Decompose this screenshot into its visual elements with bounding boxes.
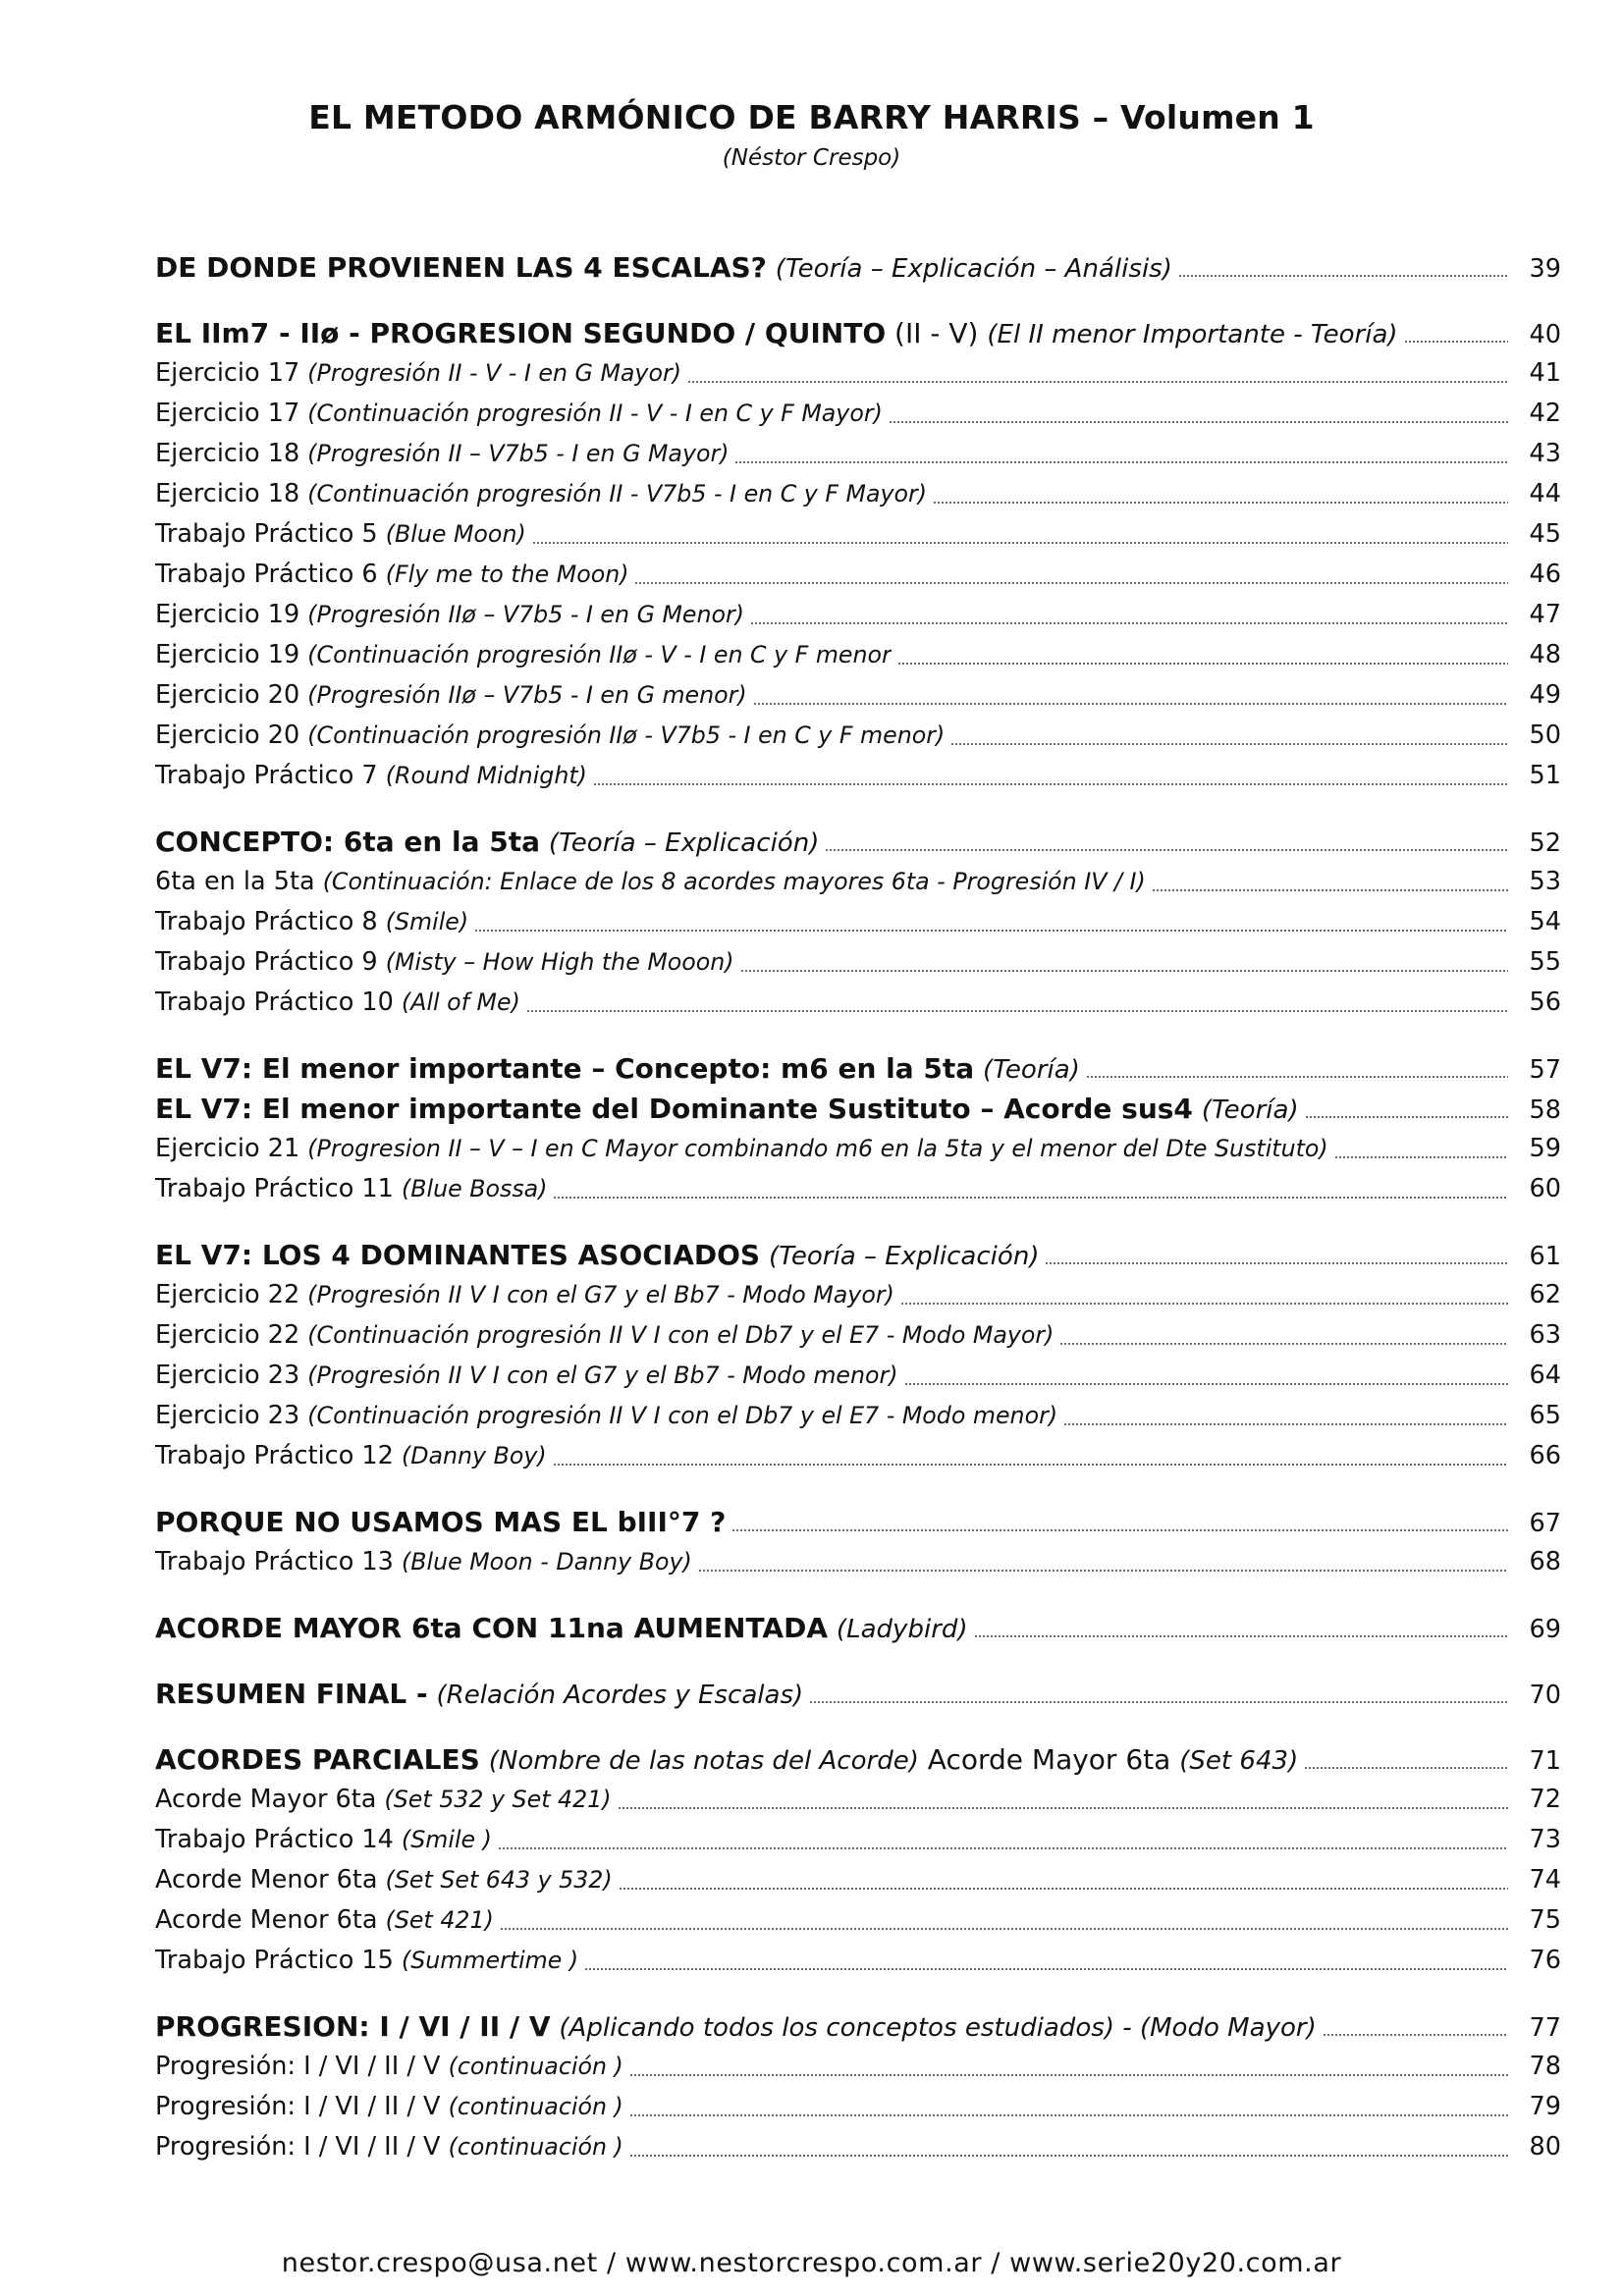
toc-page-number: 57 (1529, 1055, 1561, 1085)
toc-entry-text: Trabajo Práctico 7 (155, 761, 378, 790)
toc-entry-title (155, 822, 819, 864)
toc-entry-text: Ejercicio 18 (155, 439, 300, 468)
dot-leader (1045, 1262, 1508, 1264)
toc-entry-note: (Teoría) (983, 1055, 1080, 1085)
toc-entry (155, 2047, 1561, 2087)
dot-leader (532, 542, 1508, 544)
toc-entry-text: Trabajo Práctico 8 (155, 907, 378, 936)
dot-leader (731, 1529, 1508, 1531)
toc-entry-text: Ejercicio 17 (155, 358, 300, 388)
toc-entry-note: (Teoría – Explicación) (769, 1242, 1040, 1271)
dot-leader (629, 2114, 1508, 2116)
toc-entry-note: (Set Set 643 y 532) (385, 1866, 613, 1894)
toc-entry-text: Progresión: I / VI / II / V (155, 2132, 441, 2162)
toc-page-number: 76 (1529, 1946, 1561, 1975)
dot-leader (553, 1464, 1508, 1466)
document-title: EL METODO ARMÓNICO DE BARRY HARRIS – Volumen 1 (308, 98, 1315, 136)
toc-heading-text: EL V7: El menor importante del Dominante Sustituto – Acorde sus4 (155, 1093, 1193, 1125)
toc-entry (155, 2006, 1561, 2047)
dot-leader (618, 1807, 1508, 1809)
toc-entry-note: (Continuación progresión IIø - V - I en C y F menor (307, 641, 892, 668)
toc-entry-title (155, 434, 729, 474)
toc-entry-text: Trabajo Práctico 11 (155, 1174, 394, 1203)
toc-entry-title (155, 353, 681, 394)
dot-leader (1304, 1767, 1508, 1769)
dot-leader (526, 1010, 1508, 1012)
toc-entry-title (155, 313, 1398, 355)
toc-page-number: 59 (1529, 1134, 1561, 1163)
toc-entry-note: (Blue Moon - Danny Boy) (401, 1548, 692, 1575)
toc-entry-text: Ejercicio 19 (155, 600, 300, 629)
toc-entry (155, 1436, 1561, 1476)
toc-entry-title (155, 1900, 494, 1941)
toc-entry-text: Ejercicio 19 (155, 640, 300, 669)
toc-entry (155, 353, 1561, 394)
toc-page-number: 63 (1529, 1320, 1561, 1350)
dot-leader (1086, 1076, 1508, 1078)
dot-leader (933, 502, 1508, 504)
toc-entry-title (155, 1608, 968, 1650)
dot-leader (750, 622, 1508, 624)
dot-leader (1305, 1116, 1508, 1118)
toc-entry-note: (El II menor Importante - Teoría) (987, 320, 1398, 349)
dot-leader (740, 970, 1508, 972)
toc-entry (155, 1608, 1561, 1648)
toc-entry-title (155, 595, 744, 635)
toc-heading-text: DE DONDE PROVIENEN LAS 4 ESCALAS? (155, 251, 767, 284)
toc-entry-text: (II - V) (886, 317, 979, 349)
toc-entry-title (155, 2127, 623, 2167)
toc-page-number: 70 (1529, 1681, 1561, 1710)
toc-entry-title (155, 983, 520, 1023)
toc-entry-title (155, 1502, 726, 1542)
toc-page-number: 41 (1529, 358, 1561, 388)
toc-entry-text: Ejercicio 17 (155, 399, 300, 428)
toc-entry-title (155, 1542, 692, 1582)
toc-entry-text: Acorde Menor 6ta (155, 1865, 378, 1895)
toc-entry-text: Trabajo Práctico 12 (155, 1441, 394, 1470)
toc-entry-title (155, 2006, 1317, 2049)
toc-page-number: 40 (1529, 320, 1561, 349)
toc-entry (155, 862, 1561, 902)
toc-entry-note: (Teoría) (1201, 1095, 1299, 1125)
toc-entry-note: (Blue Moon) (385, 520, 526, 548)
toc-entry-text: Ejercicio 21 (155, 1134, 300, 1163)
toc-entry (155, 394, 1561, 434)
toc-heading-text: PORQUE NO USAMOS MAS EL bIII°7 ? (155, 1506, 727, 1538)
toc-page-number: 62 (1529, 1280, 1561, 1309)
toc-entry-note: (Set 421) (385, 1906, 494, 1934)
dot-leader (584, 1968, 1508, 1970)
toc-heading-text: EL V7: LOS 4 DOMINANTES ASOCIADOS (155, 1239, 761, 1271)
dot-leader (687, 381, 1508, 383)
toc-entry-text: Acorde Mayor 6ta (155, 1785, 377, 1814)
toc-page-number: 75 (1529, 1905, 1561, 1935)
toc-entry (155, 1396, 1561, 1436)
toc-entry-note: (continuación ) (448, 2093, 623, 2120)
toc-entry-note: (continuación ) (448, 2053, 623, 2080)
dot-leader (698, 1570, 1508, 1572)
toc-entry-note: (Progresión II V I con el G7 y el Bb7 - Modo menor) (307, 1362, 898, 1389)
dot-leader (1178, 275, 1508, 277)
toc-entry-text: Acorde Menor 6ta (155, 1905, 378, 1935)
toc-entry-text: Ejercicio 18 (155, 479, 300, 508)
toc-entry-text: Trabajo Práctico 15 (155, 1946, 394, 1975)
toc-page-number: 73 (1529, 1825, 1561, 1854)
toc-entry-title (155, 1674, 803, 1716)
toc-entry (155, 555, 1561, 595)
toc-entry-text: Ejercicio 23 (155, 1401, 300, 1430)
toc-entry-title (155, 1315, 1054, 1356)
toc-entry (155, 1780, 1561, 1820)
dot-leader (950, 743, 1508, 745)
toc-entry (155, 1315, 1561, 1356)
dot-leader (904, 1383, 1508, 1385)
toc-entry (155, 313, 1561, 353)
toc-entry (155, 1275, 1561, 1315)
toc-page-number: 78 (1529, 2052, 1561, 2081)
dot-leader (1059, 1343, 1508, 1345)
toc-entry-note: (Continuación progresión II - V - I en C y F Mayor) (307, 400, 883, 427)
toc-entry-title (155, 1780, 612, 1820)
toc-entry-text: Ejercicio 22 (155, 1320, 300, 1350)
toc-entry-title (155, 1356, 898, 1396)
toc-entry (155, 1542, 1561, 1582)
toc-entry (155, 1235, 1561, 1275)
toc-entry-title (155, 1275, 894, 1315)
toc-entry-text: Trabajo Práctico 13 (155, 1547, 394, 1576)
toc-entry-note: (Progresión II – V7b5 - I en G Mayor) (307, 440, 730, 467)
toc-entry-note: (Progresión II V I con el G7 y el Bb7 - Modo Mayor) (307, 1281, 894, 1308)
toc-entry-note: (Continuación progresión II - V7b5 - I en C y F Mayor) (307, 480, 928, 507)
dot-leader (809, 1701, 1508, 1703)
toc-entry-title (155, 1860, 613, 1900)
toc-entry-note: (Teoría – Explicación) (548, 828, 820, 858)
dot-leader (629, 2155, 1508, 2157)
toc-entry-title (155, 1941, 578, 1981)
toc-entry-note: (Summertime ) (401, 1947, 579, 1974)
toc-entry-title (155, 1820, 492, 1860)
toc-page-number: 44 (1529, 479, 1561, 508)
toc-entry-text: Ejercicio 23 (155, 1361, 300, 1390)
toc-page-number: 42 (1529, 399, 1561, 428)
toc-entry-note: (Progresión IIø – V7b5 - I en G Menor) (307, 601, 745, 628)
toc-entry-title (155, 247, 1172, 290)
toc-entry-title (155, 1235, 1039, 1277)
toc-entry (155, 2087, 1561, 2127)
dot-leader (1334, 1156, 1508, 1158)
dot-leader (500, 1928, 1508, 1930)
toc-heading-text: ACORDES PARCIALES (155, 1743, 480, 1776)
toc-entry (155, 1739, 1561, 1780)
toc-entry-note: (Progresión II - V - I en G Mayor) (307, 359, 681, 387)
toc-entry (155, 1356, 1561, 1396)
toc-entry-text: 6ta en la 5ta (155, 867, 315, 896)
toc-entry-title (155, 1436, 547, 1476)
toc-entry-title (155, 675, 747, 716)
toc-entry-note: (Smile) (385, 908, 469, 935)
toc-entry-text: Trabajo Práctico 10 (155, 988, 394, 1017)
dot-leader (619, 1888, 1508, 1890)
toc-page-number: 67 (1529, 1509, 1561, 1538)
toc-entry-title (155, 942, 734, 983)
toc-page-number: 48 (1529, 640, 1561, 669)
toc-entry-title (155, 555, 628, 595)
dot-leader (474, 930, 1508, 932)
toc-entry-note: (Continuación progresión II V I con el Db7 y el E7 - Modo menor) (307, 1402, 1058, 1429)
toc-page-number: 53 (1529, 867, 1561, 896)
toc-entry-text: Trabajo Práctico 9 (155, 947, 378, 977)
toc-entry-note: (Ladybird) (836, 1615, 968, 1644)
dot-leader (629, 2074, 1508, 2076)
toc-entry-title (155, 756, 587, 796)
toc-entry (155, 434, 1561, 474)
dot-leader (553, 1197, 1508, 1199)
toc-page-number: 54 (1529, 907, 1561, 936)
toc-entry-title (155, 635, 892, 675)
toc-entry (155, 1048, 1561, 1089)
toc-entry (155, 1502, 1561, 1542)
table-of-contents (155, 247, 1561, 2167)
toc-entry-note: (continuación ) (448, 2133, 623, 2161)
toc-entry-note: (Relación Acordes y Escalas) (436, 1681, 804, 1710)
toc-entry-note: (Misty – How High the Mooon) (385, 948, 734, 976)
dot-leader (593, 783, 1508, 785)
toc-entry-title (155, 394, 883, 434)
toc-entry (155, 822, 1561, 862)
toc-entry-text: Progresión: I / VI / II / V (155, 2092, 441, 2121)
toc-page-number: 65 (1529, 1401, 1561, 1430)
toc-entry-note: (Nombre de las notas del Acorde) (488, 1746, 919, 1776)
toc-page-number: 51 (1529, 761, 1561, 790)
toc-page-number: 66 (1529, 1441, 1561, 1470)
toc-page-number: 71 (1529, 1746, 1561, 1776)
toc-heading-text: RESUMEN FINAL - (155, 1678, 428, 1710)
toc-page-number: 69 (1529, 1615, 1561, 1644)
toc-entry-note: (Fly me to the Moon) (385, 561, 629, 588)
toc-entry-note: (Smile ) (401, 1826, 492, 1853)
toc-entry-note: (Round Midnight) (385, 762, 587, 789)
toc-page-number: 49 (1529, 680, 1561, 710)
toc-heading-text: PROGRESION: I / VI / II / V (155, 2010, 551, 2043)
toc-entry-text: Acorde Mayor 6ta (918, 1743, 1171, 1776)
dot-leader (498, 1847, 1508, 1849)
toc-entry-title (155, 862, 1146, 902)
toc-entry-text: Progresión: I / VI / II / V (155, 2052, 441, 2081)
toc-entry-note: (Set 532 y Set 421) (384, 1786, 612, 1813)
toc-entry-note: (Continuación progresión II V I con el Db7 y el E7 - Modo Mayor) (307, 1321, 1055, 1349)
toc-page-number: 43 (1529, 439, 1561, 468)
dot-leader (825, 849, 1508, 851)
toc-entry-note: (Set 643) (1179, 1746, 1299, 1776)
toc-page-number: 68 (1529, 1547, 1561, 1576)
dot-leader (634, 582, 1508, 584)
toc-entry-title (155, 716, 945, 756)
dot-leader (889, 421, 1508, 423)
toc-entry (155, 1169, 1561, 1209)
toc-entry (155, 514, 1561, 555)
toc-page-number: 77 (1529, 2013, 1561, 2043)
toc-entry-title (155, 1396, 1057, 1436)
toc-entry-note: (Danny Boy) (401, 1442, 547, 1469)
dot-leader (1323, 2034, 1508, 2036)
dot-leader (753, 703, 1508, 705)
toc-entry-title (155, 2087, 623, 2127)
toc-entry (155, 635, 1561, 675)
toc-entry-note: (Blue Bossa) (401, 1175, 548, 1202)
toc-page-number: 50 (1529, 721, 1561, 750)
toc-entry (155, 2127, 1561, 2167)
toc-page-number: 64 (1529, 1361, 1561, 1390)
toc-entry (155, 1674, 1561, 1714)
toc-entry-title (155, 2047, 623, 2087)
toc-entry-note: (Continuación: Enlace de los 8 acordes mayores 6ta - Progresión IV / I) (322, 868, 1146, 895)
toc-entry (155, 474, 1561, 514)
toc-entry (155, 595, 1561, 635)
toc-entry (155, 756, 1561, 796)
toc-page-number: 39 (1529, 254, 1561, 284)
toc-page-number: 52 (1529, 828, 1561, 858)
dot-leader (734, 461, 1508, 463)
toc-entry-title (155, 474, 927, 514)
toc-entry-text: Trabajo Práctico 6 (155, 560, 378, 589)
toc-page-number: 61 (1529, 1242, 1561, 1271)
dot-leader (900, 1303, 1508, 1305)
toc-page-number: 45 (1529, 519, 1561, 549)
toc-page-number: 72 (1529, 1785, 1561, 1814)
toc-entry-text: Ejercicio 22 (155, 1280, 300, 1309)
toc-page-number: 46 (1529, 560, 1561, 589)
toc-entry (155, 983, 1561, 1023)
dot-leader (1152, 889, 1508, 891)
toc-entry-text: Ejercicio 20 (155, 721, 300, 750)
toc-entry (155, 1820, 1561, 1860)
toc-entry (155, 675, 1561, 716)
toc-entry-title (155, 1739, 1298, 1782)
dot-leader (1404, 341, 1508, 343)
toc-page-number: 56 (1529, 988, 1561, 1017)
toc-entry-text: Ejercicio 20 (155, 680, 300, 710)
toc-entry (155, 1129, 1561, 1169)
toc-entry-title (155, 514, 526, 555)
toc-entry-note: (Continuación progresión IIø - V7b5 - I en C y F menor) (307, 721, 946, 749)
toc-entry-title (155, 1129, 1328, 1169)
toc-entry-title (155, 1048, 1080, 1091)
toc-entry (155, 1860, 1561, 1900)
toc-page-number: 47 (1529, 600, 1561, 629)
toc-entry-note: (All of Me) (401, 988, 520, 1016)
toc-entry-title (155, 902, 468, 942)
toc-heading-text: EL V7: El menor importante – Concepto: m6 en la 5ta (155, 1052, 975, 1085)
toc-entry (155, 716, 1561, 756)
footer-contact: nestor.crespo@usa.net / www.nestorcrespo.com.ar / www.serie20y20.com.ar (281, 2248, 1342, 2278)
toc-entry-text: Trabajo Práctico 14 (155, 1825, 394, 1854)
toc-heading-text: CONCEPTO: 6ta en la 5ta (155, 826, 541, 858)
toc-entry-title (155, 1089, 1299, 1131)
toc-page-number: 80 (1529, 2132, 1561, 2162)
toc-page-number: 60 (1529, 1174, 1561, 1203)
dot-leader (974, 1635, 1508, 1637)
toc-entry-note: (Progresion II – V – I en C Mayor combinando m6 en la 5ta y el menor del Dte Sustituto) (307, 1135, 1328, 1162)
dot-leader (1063, 1423, 1508, 1425)
toc-entry (155, 1089, 1561, 1129)
author-line: (Néstor Crespo) (722, 145, 901, 171)
toc-entry-note: (Teoría – Explicación – Análisis) (775, 254, 1172, 284)
toc-entry (155, 1900, 1561, 1941)
toc-page-number: 79 (1529, 2092, 1561, 2121)
toc-entry (155, 902, 1561, 942)
toc-entry-note: (Progresión IIø – V7b5 - I en G menor) (307, 681, 747, 709)
toc-page-number: 58 (1529, 1095, 1561, 1125)
toc-entry-text: Trabajo Práctico 5 (155, 519, 378, 549)
toc-entry-title (155, 1169, 547, 1209)
toc-heading-text: EL IIm7 - IIø - PROGRESION SEGUNDO / QUINTO (155, 317, 887, 349)
toc-heading-text: ACORDE MAYOR 6ta CON 11na AUMENTADA (155, 1612, 829, 1644)
toc-page-number: 74 (1529, 1865, 1561, 1895)
dot-leader (897, 663, 1508, 665)
toc-entry-note: (Aplicando todos los conceptos estudiados) - (Modo Mayor) (559, 2013, 1317, 2043)
toc-entry (155, 1941, 1561, 1981)
toc-entry (155, 942, 1561, 983)
toc-page-number: 55 (1529, 947, 1561, 977)
toc-entry (155, 247, 1561, 288)
